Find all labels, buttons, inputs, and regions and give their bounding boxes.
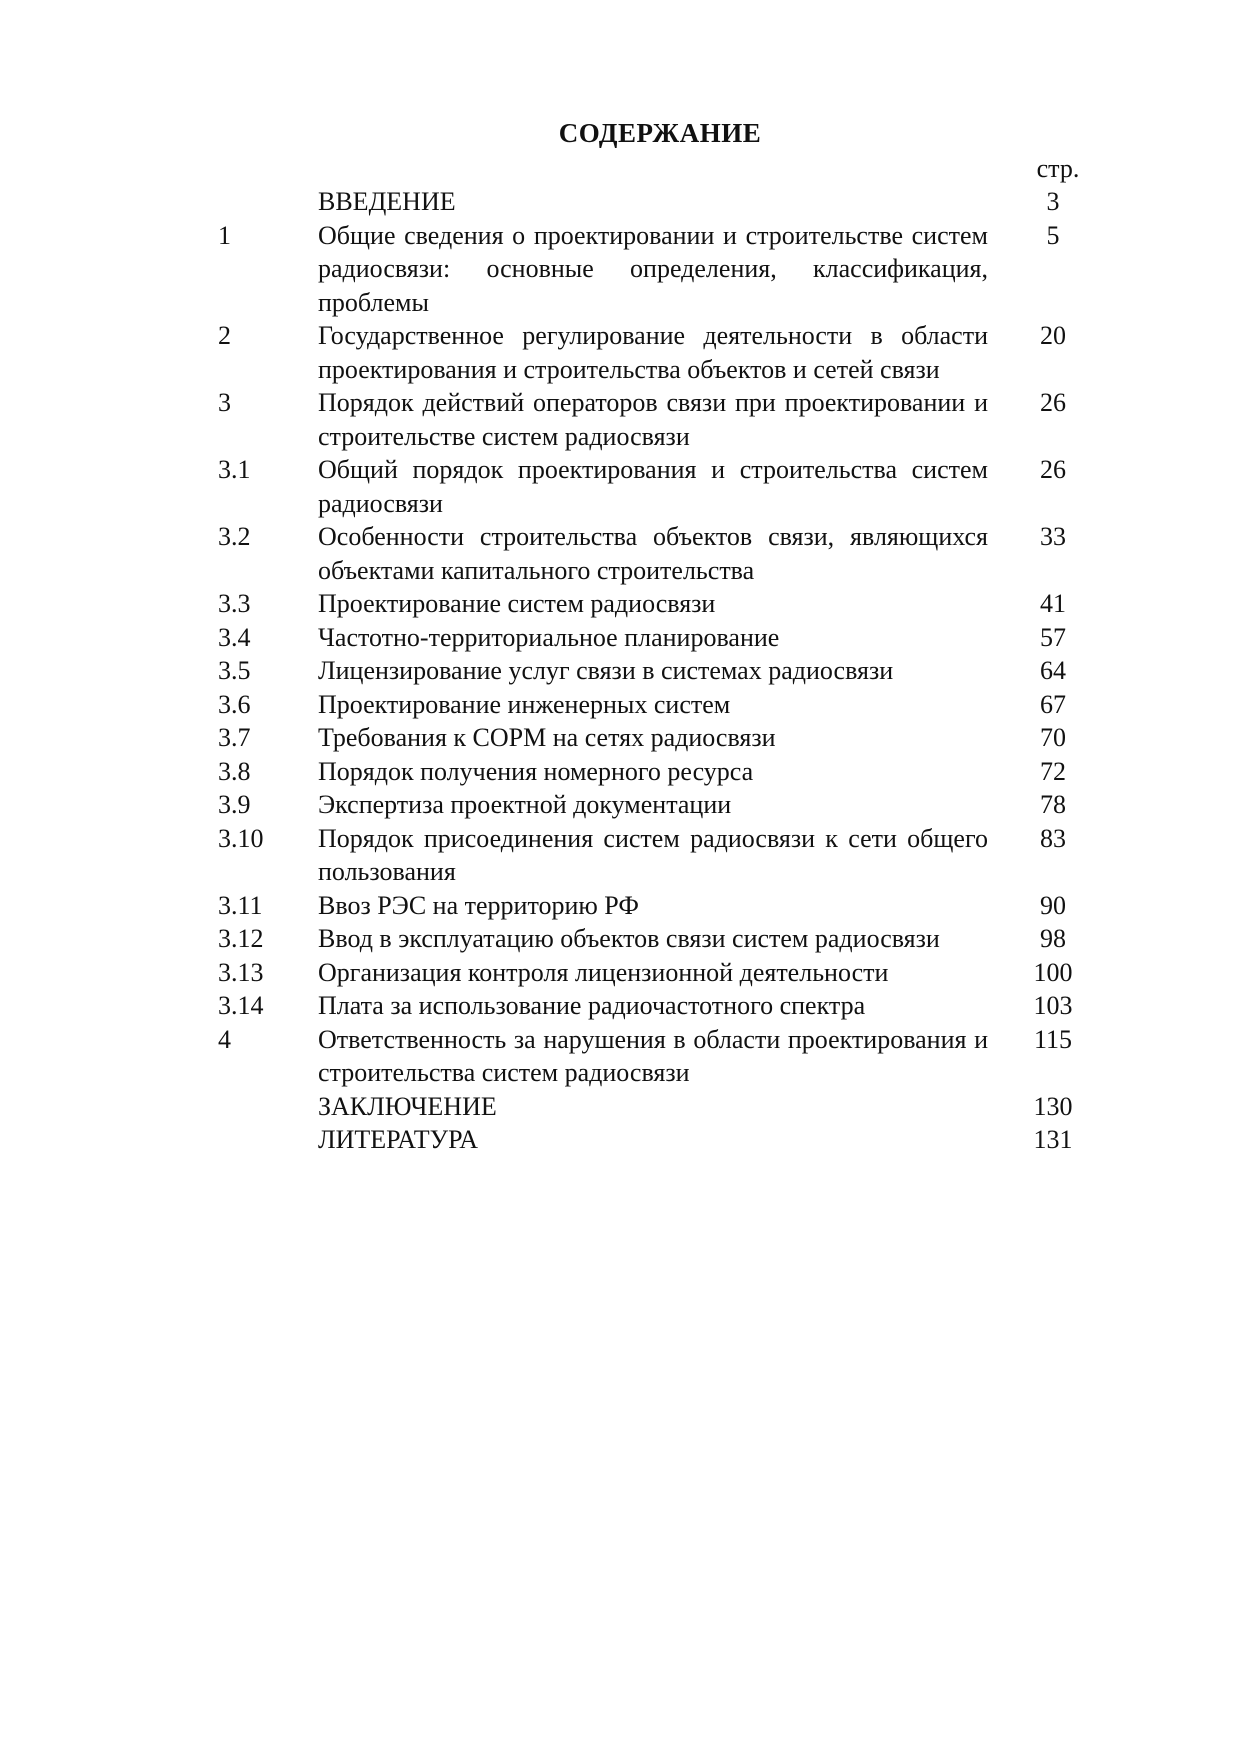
toc-entry xyxy=(218,386,1118,453)
toc-entry-title: Порядок получения номерного ресурса xyxy=(318,756,754,786)
toc-entry-number: 3 xyxy=(218,388,231,417)
toc-entry xyxy=(218,922,1118,956)
toc-entry-page: 26 xyxy=(1040,455,1066,484)
toc-entry xyxy=(218,822,1118,889)
toc-entry-page: 41 xyxy=(1040,589,1066,618)
toc-entry-page: 115 xyxy=(1033,1024,1073,1054)
page-column-header: стр. xyxy=(1036,154,1080,183)
toc-entry xyxy=(218,453,1118,520)
toc-entry xyxy=(218,788,1118,822)
toc-entry-title: Проектирование систем радиосвязи xyxy=(318,589,716,618)
toc-entry-page: 103 xyxy=(1033,991,1073,1020)
toc-entry-title: ЛИТЕРАТУРА xyxy=(318,1125,478,1154)
toc-entry-page: 26 xyxy=(1040,388,1066,417)
toc-entry-title: ВВЕДЕНИЕ xyxy=(318,187,456,216)
toc-entry-page: 57 xyxy=(1040,622,1066,652)
toc-entry-number: 2 xyxy=(218,321,231,350)
toc-entry xyxy=(218,520,1118,587)
toc-entry-page: 90 xyxy=(1040,890,1066,920)
toc-entry-number: 3.3 xyxy=(218,589,251,618)
toc-entry-title: Требования к СОРМ на сетях радиосвязи xyxy=(318,723,776,752)
toc-entry-page: 78 xyxy=(1040,790,1066,819)
table-of-contents xyxy=(218,185,1118,1157)
toc-entry-page: 5 xyxy=(1046,220,1060,250)
toc-entry-page: 131 xyxy=(1033,1125,1073,1154)
toc-entry-number: 3.1 xyxy=(218,455,251,484)
toc-entry xyxy=(218,654,1118,688)
toc-entry-page: 130 xyxy=(1033,1091,1073,1121)
toc-entry-title: Государственное регулирование деятельности в области проектирования и строительства объектов и сетей связи xyxy=(318,321,988,384)
toc-entry-number: 4 xyxy=(218,1024,231,1054)
toc-entry-page: 70 xyxy=(1040,723,1066,752)
toc-entry xyxy=(218,989,1118,1023)
toc-entry xyxy=(218,1123,1118,1157)
toc-entry-page: 98 xyxy=(1040,924,1066,953)
toc-entry-title: Ввод в эксплуатацию объектов связи систем радиосвязи xyxy=(318,924,940,953)
toc-entry-page: 72 xyxy=(1040,756,1066,786)
toc-entry-title: Особенности строительства объектов связи, являющихся объектами капитального строительства xyxy=(318,522,988,585)
toc-entry xyxy=(218,956,1118,990)
toc-entry xyxy=(218,1023,1118,1090)
toc-entry-number: 3.2 xyxy=(218,522,251,551)
toc-entry-number: 3.6 xyxy=(218,689,251,719)
toc-entry-page: 33 xyxy=(1040,522,1066,551)
toc-entry xyxy=(218,688,1118,722)
toc-entry-title: Ввоз РЭС на территорию РФ xyxy=(318,890,639,920)
toc-entry-title: Экспертиза проектной документации xyxy=(318,790,732,819)
toc-entry-page: 83 xyxy=(1040,823,1066,853)
toc-entry-number: 1 xyxy=(218,220,231,250)
toc-entry-number: 3.11 xyxy=(218,890,263,920)
toc-entry-page: 20 xyxy=(1040,321,1066,350)
toc-entry-title: Ответственность за нарушения в области проектирования и строительства систем радиосвязи xyxy=(318,1024,988,1087)
toc-entry xyxy=(218,219,1118,320)
toc-entry-title: Организация контроля лицензионной деятельности xyxy=(318,957,889,987)
toc-entry-number: 3.7 xyxy=(218,723,251,752)
toc-entry xyxy=(218,1090,1118,1124)
toc-entry-number: 3.9 xyxy=(218,790,251,819)
toc-entry xyxy=(218,185,1118,219)
toc-entry-page: 3 xyxy=(1046,187,1060,216)
toc-entry-title: Порядок действий операторов связи при проектировании и строительстве систем радиосвязи xyxy=(318,388,988,451)
toc-entry-title: Плата за использование радиочастотного спектра xyxy=(318,991,866,1020)
toc-entry xyxy=(218,755,1118,789)
toc-entry-title: ЗАКЛЮЧЕНИЕ xyxy=(318,1091,497,1121)
toc-entry-number: 3.10 xyxy=(218,823,264,853)
toc-entry xyxy=(218,621,1118,655)
toc-entry-number: 3.4 xyxy=(218,622,251,652)
toc-entry xyxy=(218,721,1118,755)
toc-entry-number: 3.8 xyxy=(218,756,251,786)
toc-entry-title: Порядок присоединения систем радиосвязи к сети общего пользования xyxy=(318,823,988,886)
toc-entry-page: 64 xyxy=(1040,656,1066,685)
toc-entry-number: 3.5 xyxy=(218,656,251,685)
toc-entry-number: 3.13 xyxy=(218,957,264,987)
toc-entry-title: Общие сведения о проектировании и строительстве систем радиосвязи: основные определения, классификация, проблемы xyxy=(318,220,988,317)
toc-entry-title: Общий порядок проектирования и строительства систем радиосвязи xyxy=(318,455,988,518)
toc-entry-page: 100 xyxy=(1033,957,1073,987)
toc-entry-title: Проектирование инженерных систем xyxy=(318,689,731,719)
toc-entry xyxy=(218,319,1118,386)
toc-entry-page: 67 xyxy=(1040,689,1066,719)
toc-entry-number: 3.12 xyxy=(218,924,264,953)
toc-entry-title: Частотно-территориальное планирование xyxy=(318,622,780,652)
page-title: СОДЕРЖАНИЕ xyxy=(558,118,762,148)
toc-entry xyxy=(218,889,1118,923)
toc-entry-number: 3.14 xyxy=(218,991,264,1020)
toc-entry xyxy=(218,587,1118,621)
toc-entry-title: Лицензирование услуг связи в системах радиосвязи xyxy=(318,656,894,685)
